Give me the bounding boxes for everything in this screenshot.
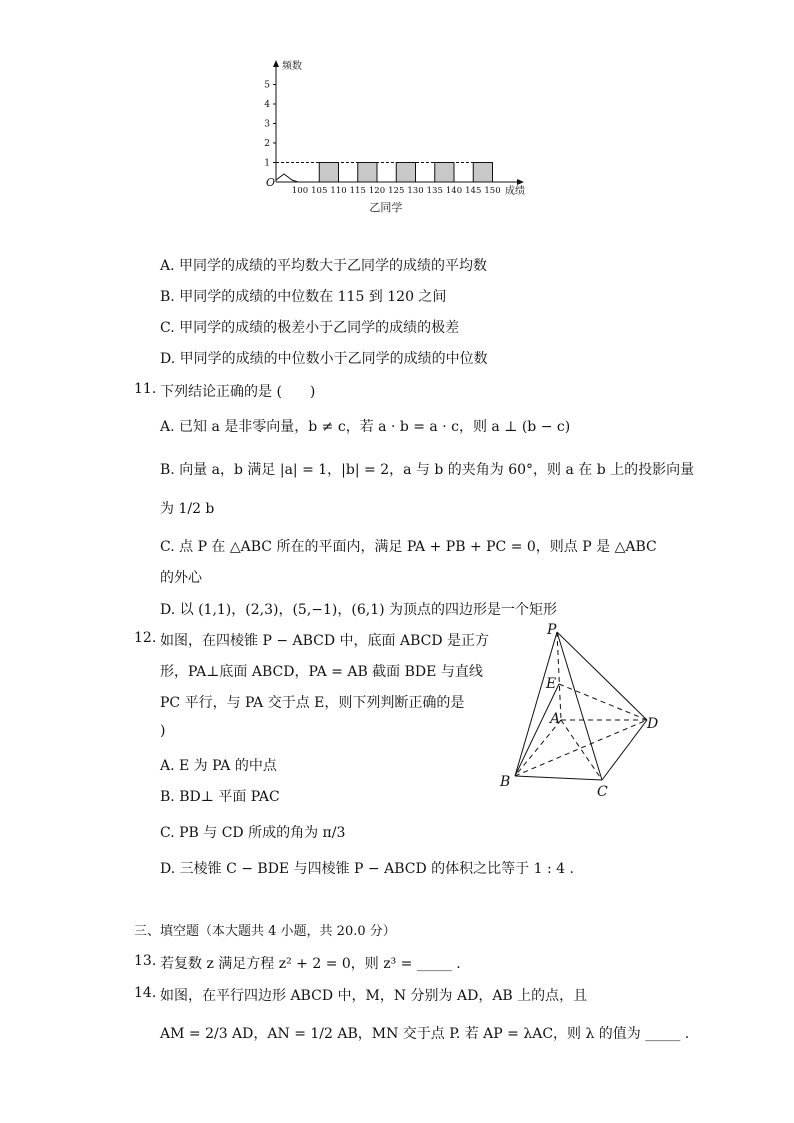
chart-caption: 乙同学: [369, 201, 403, 214]
q11-stem: 下列结论正确的是 ( ): [160, 384, 316, 400]
label-E: E: [546, 676, 557, 692]
edge-ED: [559, 684, 647, 720]
x-axis-label: 成绩: [505, 186, 525, 197]
x-tick-label: 100: [291, 186, 309, 196]
x-tick-label: 125: [388, 186, 405, 196]
q14-number: 14.: [134, 985, 157, 1001]
q12-option-d: D. 三棱锥 C − BDE 与四棱锥 P − ABCD 的体积之比等于 1 : 4 .: [160, 861, 574, 877]
x-tick-label: 115: [349, 186, 366, 196]
edge-CD: [602, 720, 647, 780]
q12-stem-line2: 形，PA⊥底面 ABCD，PA = AB 截面 BDE 与直线: [160, 664, 483, 680]
label-P: P: [547, 622, 557, 638]
q11-option-a: A. 已知 a 是非零向量，b ≠ c，若 a · b = a · c，则 a ⊥ (b − c): [160, 419, 571, 435]
x-axis-arrow: [517, 179, 524, 185]
x-tick-label: 135: [426, 186, 443, 196]
edge-PB: [515, 632, 557, 776]
q12-option-c: C. PB 与 CD 所成的角为 π/3: [160, 825, 346, 841]
frequency-chart: [255, 55, 545, 215]
q11-option-c-line1: C. 点 P 在 △ABC 所在的平面内，满足 PA + PB + PC = 0，则点 P 是 △ABC: [160, 539, 657, 555]
axis-break: [276, 174, 298, 182]
q12-stem-line4: ): [160, 723, 166, 739]
bar-105-110: [319, 163, 338, 183]
bar-115-120: [358, 163, 377, 183]
label-B: B: [500, 774, 511, 790]
x-tick-label: 130: [407, 186, 424, 196]
edge-BD: [515, 720, 647, 776]
q11-option-b-line2: 为 1/2 b: [160, 501, 215, 517]
y-tick-label: 2: [264, 139, 270, 149]
section-title: 三、填空题（本大题共 4 小题，共 20.0 分）: [134, 924, 396, 939]
q10-option-d: D. 甲同学的成绩的中位数小于乙同学的成绩的中位数: [160, 351, 488, 367]
x-tick-label: 120: [368, 186, 386, 196]
edge-AC: [561, 720, 602, 780]
q10-option-c: C. 甲同学的成绩的极差小于乙同学的成绩的极差: [160, 320, 460, 336]
x-tick-label: 145: [465, 186, 482, 196]
q12-number: 12.: [134, 630, 157, 646]
q13-number: 13.: [134, 953, 157, 969]
q14-line2: AM = 2/3 AD，AN = 1/2 AB，MN 交于点 P. 若 AP = λAC，则 λ 的值为 _____ .: [160, 1026, 690, 1042]
q14-line1: 如图，在平行四边形 ABCD 中，M，N 分别为 AD，AB 上的点，且: [160, 988, 588, 1004]
x-tick-label: 105: [311, 186, 328, 196]
y-axis-label: 频数: [282, 61, 302, 72]
q11-number: 11.: [134, 381, 157, 397]
y-tick-label: 1: [264, 158, 270, 169]
y-tick-label: 3: [264, 119, 270, 130]
x-tick-label: 140: [445, 186, 463, 196]
x-tick-label: 110: [330, 186, 347, 196]
y-tick-label: 4: [264, 100, 270, 110]
y-axis-arrow: [273, 60, 279, 67]
q11-option-b-line1: B. 向量 a，b 满足 |a| = 1，|b| = 2，a 与 b 的夹角为 60°，则 a 在 b 上的投影向量: [160, 462, 695, 478]
label-D: D: [647, 716, 659, 732]
edge-PA: [557, 632, 561, 720]
label-C: C: [597, 784, 608, 800]
bar-125-130: [396, 163, 415, 183]
bar-135-140: [435, 163, 454, 183]
q12-option-a: A. E 为 PA 的中点: [160, 758, 277, 774]
bar-145-150: [473, 163, 492, 183]
q10-option-b: B. 甲同学的成绩的中位数在 115 到 120 之间: [160, 289, 447, 305]
chart-labels: [264, 59, 525, 214]
x-tick-label: 150: [484, 186, 501, 196]
pyramid-figure: [495, 620, 670, 800]
q11-option-c-line2: 的外心: [160, 570, 202, 586]
y-tick-label: 5: [264, 80, 270, 91]
q12-option-b: B. BD⊥ 平面 PAC: [160, 789, 280, 805]
q13-text: 若复数 z 满足方程 z² + 2 = 0，则 z³ = _____ .: [160, 956, 461, 972]
q12-stem-line3: PC 平行，与 PA 交于点 E，则下列判断正确的是: [160, 695, 465, 711]
q10-option-a: A. 甲同学的成绩的平均数大于乙同学的成绩的平均数: [160, 258, 488, 274]
edge-BC: [515, 776, 602, 780]
q12-stem-line1: 如图，在四棱锥 P − ABCD 中，底面 ABCD 是正方: [160, 633, 490, 649]
q11-option-d: D. 以 (1,1)，(2,3)，(5,−1)，(6,1) 为顶点的四边形是一个矩形: [160, 602, 558, 618]
chart-bars: [319, 163, 492, 183]
origin-label: O: [266, 176, 276, 189]
label-A: A: [550, 711, 561, 727]
